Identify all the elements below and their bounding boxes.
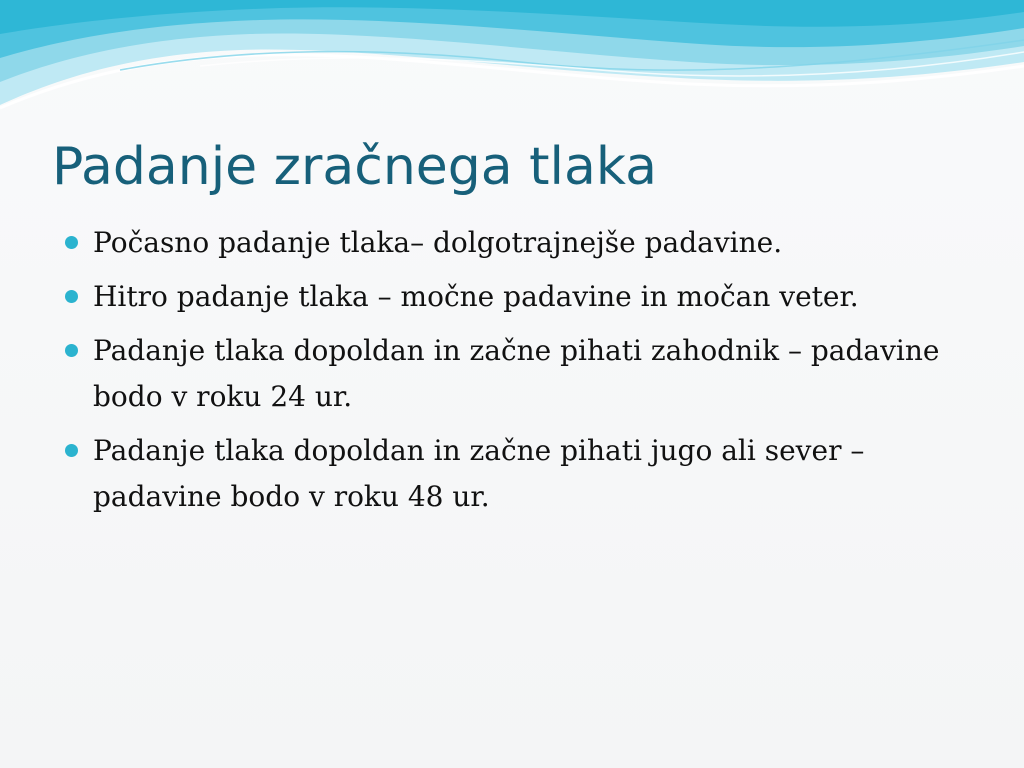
bullet-text: Hitro padanje tlaka – močne padavine in močan veter. — [93, 280, 859, 313]
header-wave-decoration — [0, 0, 1024, 130]
bullet-icon — [65, 344, 78, 357]
bullet-list — [64, 220, 964, 528]
bullet-item — [64, 220, 964, 266]
bullet-text: Padanje tlaka dopoldan in začne pihati zahodnik – padavine bodo v roku 24 ur. — [93, 334, 940, 413]
bullet-text: Počasno padanje tlaka– dolgotrajnejše padavine. — [93, 226, 783, 259]
bullet-text: Padanje tlaka dopoldan in začne pihati jugo ali sever – padavine bodo v roku 48 ur. — [93, 434, 865, 513]
bullet-icon — [65, 444, 78, 457]
slide-title: Padanje zračnega tlaka — [52, 137, 657, 197]
bullet-item — [64, 428, 964, 520]
bullet-item — [64, 328, 964, 420]
bullet-item — [64, 274, 964, 320]
bullet-icon — [65, 236, 78, 249]
bullet-icon — [65, 290, 78, 303]
